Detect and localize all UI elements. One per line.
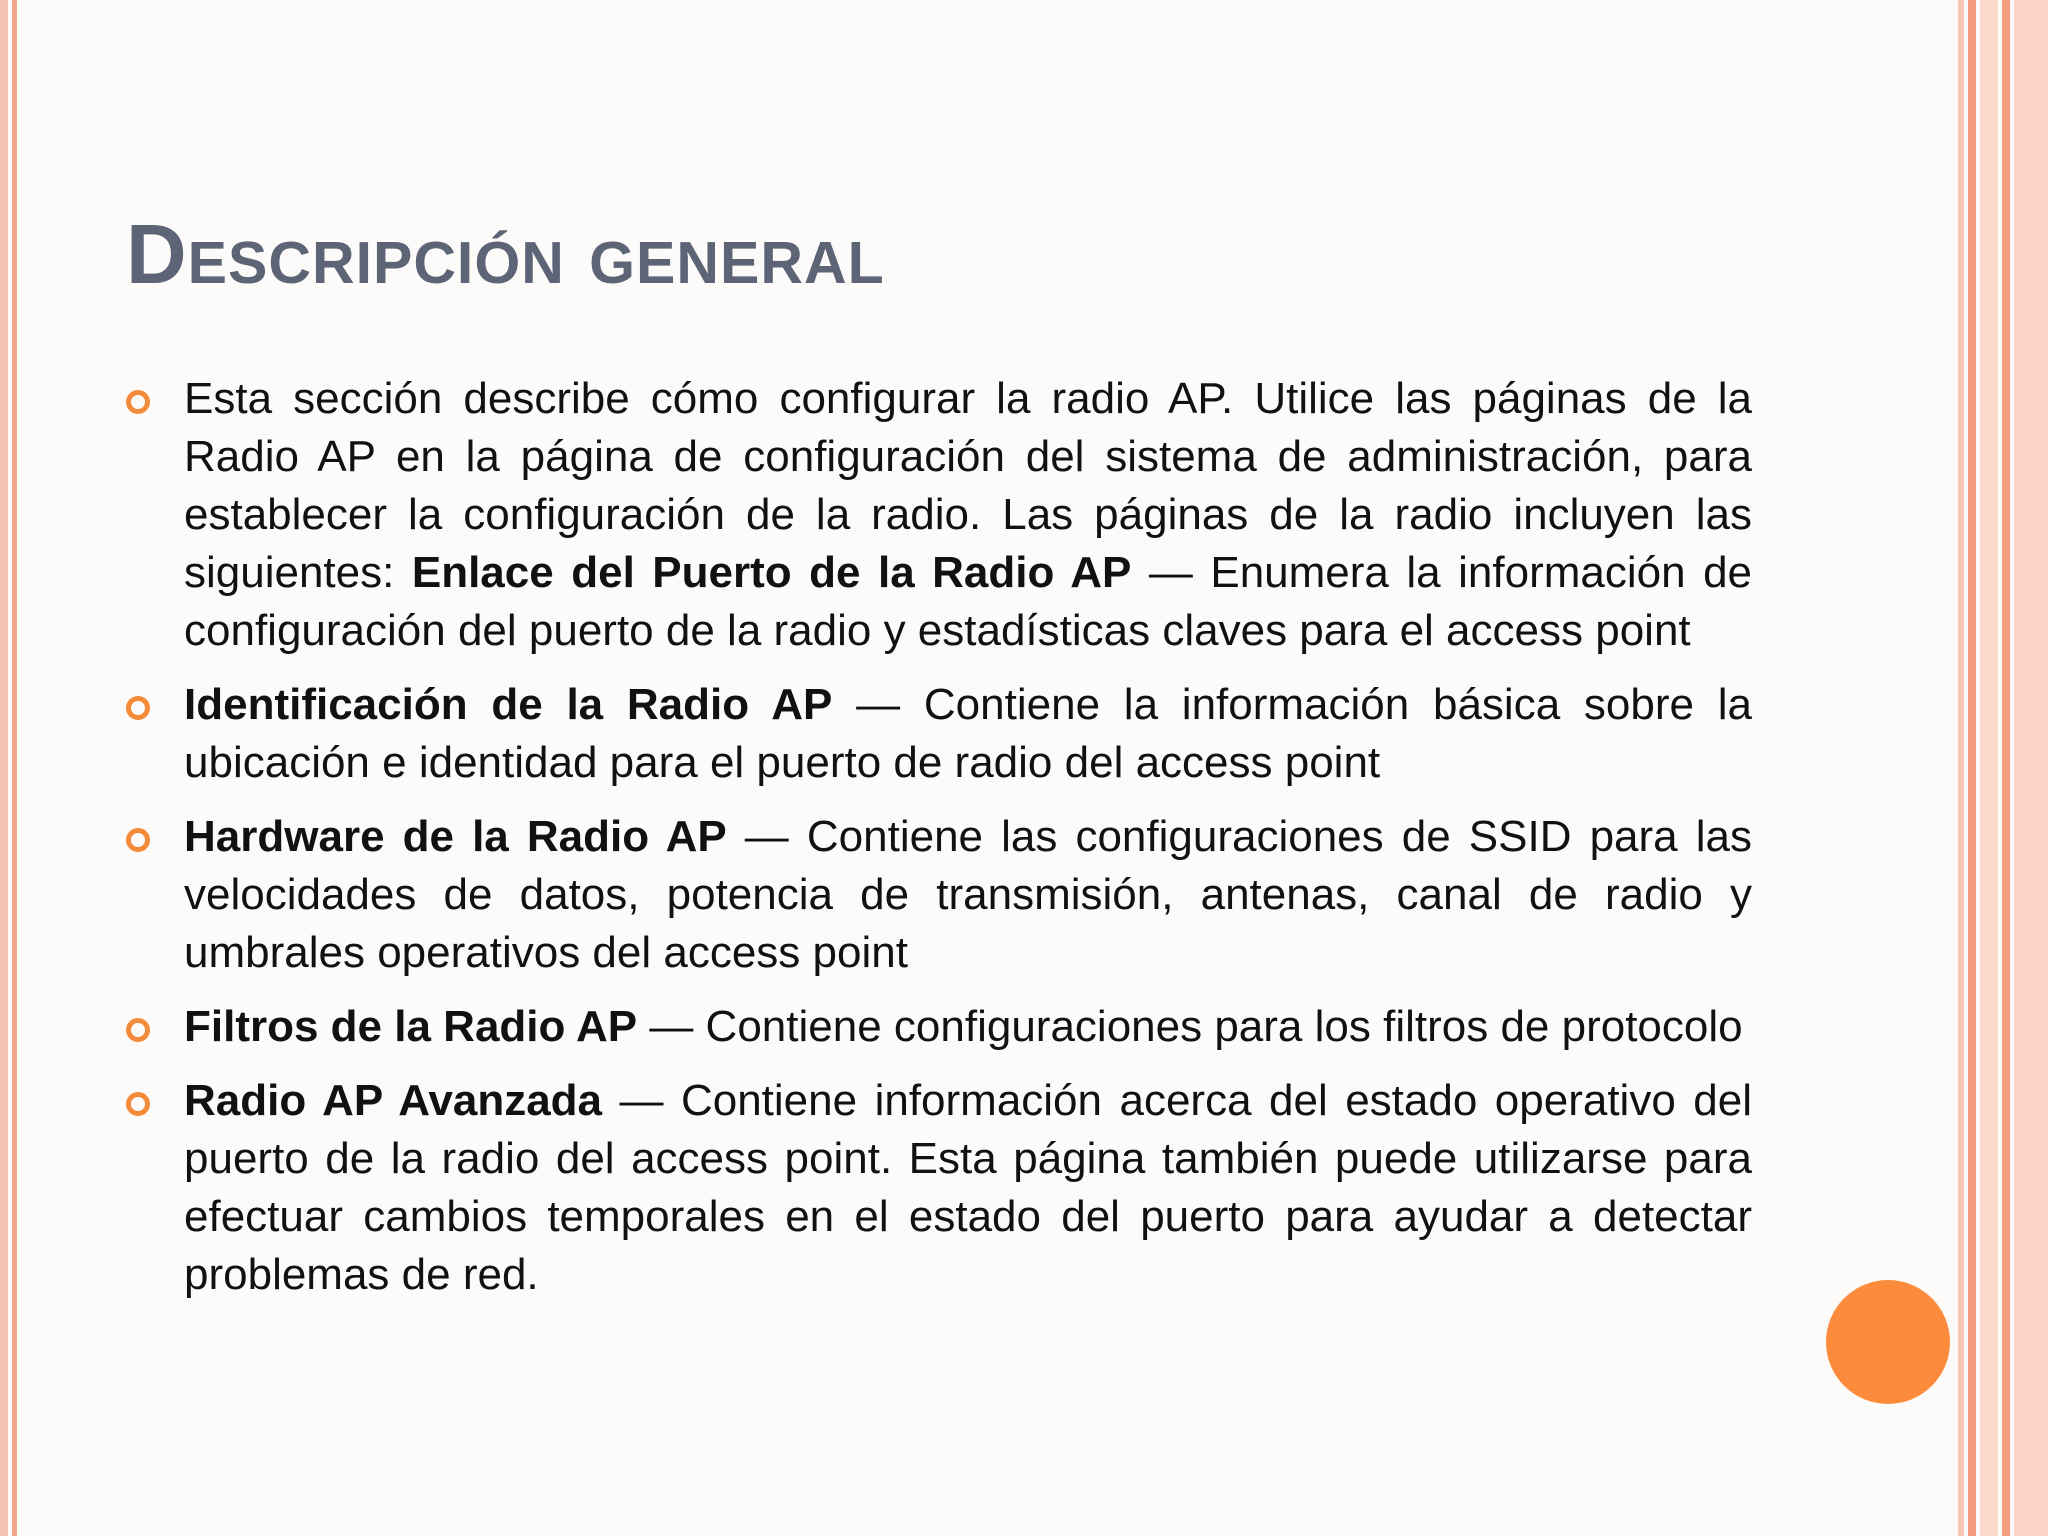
right-border-stripe <box>2014 0 2048 1536</box>
bullet-item <box>184 370 1752 660</box>
bullet-item <box>184 676 1752 792</box>
bullet-circle-icon <box>126 1092 150 1116</box>
bullet-bold-term: Hardware de la Radio AP <box>184 812 727 861</box>
bullet-text: Esta sección describe cómo configurar la radio AP. Utilice las páginas de la Radio AP en la página de configuración del sistema de administración, para establecer la configuración de la radio. Las páginas de la radio incluyen las siguientes: <box>184 374 1752 597</box>
left-border-stripe <box>0 0 8 1536</box>
orange-circle-decoration <box>1826 1280 1950 1404</box>
bullet-bold-term: Filtros de la Radio AP <box>184 1002 638 1051</box>
right-border-stripe <box>1980 0 1998 1536</box>
right-border-stripe <box>1968 0 1976 1536</box>
bullet-description: — Contiene configuraciones para los filtros de protocolo <box>637 1002 1743 1051</box>
bullet-circle-icon <box>126 696 150 720</box>
left-border-stripe-inner <box>12 0 17 1536</box>
bullet-description: — Contiene la información básica sobre la ubicación e identidad para el puerto de radio del access point <box>184 680 1752 787</box>
bullet-circle-icon <box>126 390 150 414</box>
bullet-item <box>184 1072 1752 1304</box>
bullet-item <box>184 998 1752 1056</box>
right-border-stripe <box>1958 0 1964 1536</box>
bullet-list <box>184 370 1752 1320</box>
bullet-description: — Enumera la información de configuración del puerto de la radio y estadísticas claves para el access point <box>184 548 1753 655</box>
bullet-bold-term: Enlace del Puerto de la Radio AP <box>411 548 1132 597</box>
bullet-circle-icon <box>126 1018 150 1042</box>
right-border-stripe <box>2002 0 2010 1536</box>
bullet-bold-term: Radio AP Avanzada <box>184 1076 603 1125</box>
bullet-description: — Contiene las configuraciones de SSID para las velocidades de datos, potencia de transmisión, antenas, canal de radio y umbrales operativos del access point <box>184 812 1752 977</box>
bullet-item <box>184 808 1752 982</box>
slide-title: Descripción general <box>126 207 885 301</box>
bullet-circle-icon <box>126 828 150 852</box>
bullet-bold-term: Identificación de la Radio AP <box>184 680 833 729</box>
bullet-description: — Contiene información acerca del estado operativo del puerto de la radio del access point. Esta página también puede utilizarse para efectuar cambios temporales en el estado del puerto para ayudar a detectar problemas de red. <box>184 1076 1752 1299</box>
